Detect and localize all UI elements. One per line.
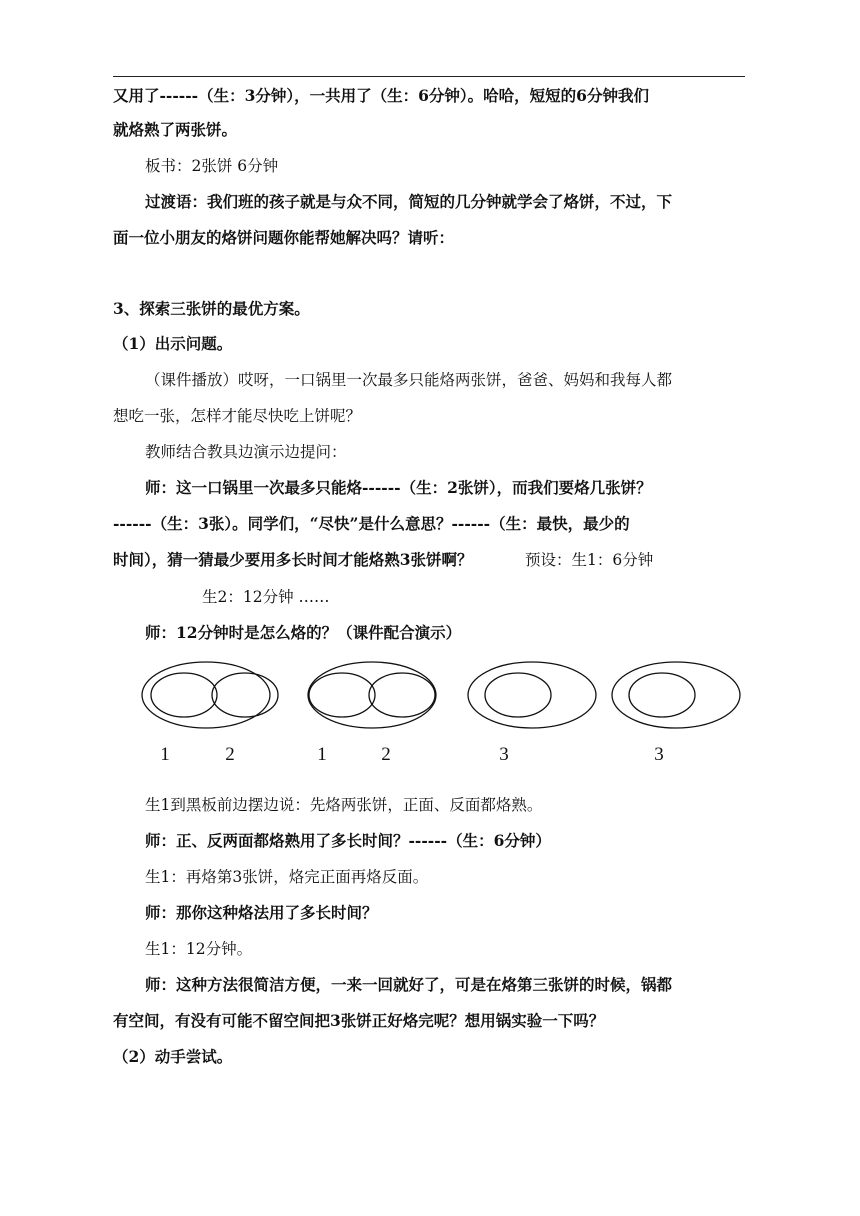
paragraph-line: 生2：12分钟 …… [202,588,330,606]
paragraph-line: （课件播放）哎呀，一口锅里一次最多只能烙两张饼，爸爸、妈妈和我每人都 [145,371,673,389]
paragraph-line: 过渡语：我们班的孩子就是与众不同，简短的几分钟就学会了烙饼，不过，下 [145,192,673,211]
paragraph-line: 教师结合教具边演示边提问： [145,443,347,461]
paragraph-line: 师：这一口锅里一次最多只能烙------（生：2张饼），而我们要烙几张饼？ [145,478,652,497]
pan-label: 1 [160,744,170,765]
paragraph-line: 又用了------（生：3分钟），一共用了（生：6分钟）。哈哈，短短的6分钟我们 [113,86,649,105]
paragraph-line: 师：12分钟时是怎么烙的？（课件配合演示） [145,623,462,642]
subsection-heading: （1）出示问题。 [113,334,233,353]
paragraph-line: ------（生：3张）。同学们，“尽快”是什么意思？------（生：最快，最少的 [113,514,630,533]
paragraph-line: 想吃一张，怎样才能尽快吃上饼呢？ [113,407,362,425]
section-heading: 3、探索三张饼的最优方案。 [113,299,310,318]
paragraph-line: 时间），猜一猜最少要用多长时间才能烙熟3张饼啊？ [113,550,473,569]
paragraph-line: 生1：12分钟。 [145,940,253,958]
blackboard-note: 板书：2张饼 6分钟 [145,157,279,175]
paragraph-line: 面一位小朋友的烙饼问题你能帮她解决吗？请听： [113,228,455,247]
pan-outline [308,662,436,728]
pancake-outline [629,673,695,717]
pan-label: 1 [317,744,327,765]
pan-label: 2 [225,744,235,765]
paragraph-line: 就烙熟了两张饼。 [113,120,238,139]
pancake-outline [151,673,217,717]
paragraph-line: 生1：再烙第3张饼，烙完正面再烙反面。 [145,868,429,886]
pan-label: 3 [499,744,509,765]
pancake-outline [309,673,375,717]
pan-outline [468,662,596,728]
pancake-outline [485,673,551,717]
header-rule [113,76,745,77]
pancake-outline [212,673,278,717]
paragraph-line: 师：这种方法很简洁方便，一来一回就好了，可是在烙第三张饼的时候，锅都 [145,975,673,994]
paragraph-line: 师：那你这种烙法用了多长时间？ [145,903,378,922]
paragraph-line: 生1到黑板前边摆边说：先烙两张饼，正面、反面都烙熟。 [145,796,543,814]
paragraph-line: 预设：生1：6分钟 [525,551,654,569]
pan-outline [142,662,270,728]
subsection-heading: （2）动手尝试。 [113,1047,233,1066]
pan-outline [612,662,740,728]
pan-diagram [140,660,750,770]
paragraph-line: 师：正、反两面都烙熟用了多长时间？------（生：6分钟） [145,831,551,850]
pan-label: 3 [654,744,664,765]
pan-label: 2 [381,744,391,765]
pancake-outline [369,673,435,717]
paragraph-line: 有空间，有没有可能不留空间把3张饼正好烙完呢？想用锅实验一下吗？ [113,1011,605,1030]
